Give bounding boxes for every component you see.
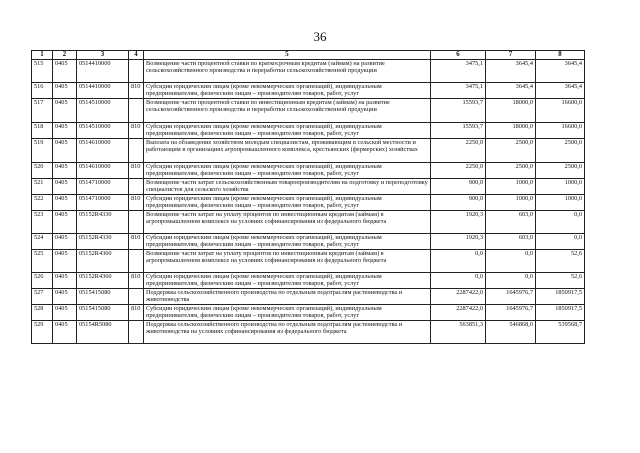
- table-row: [32, 99, 585, 123]
- table-row: [32, 83, 585, 99]
- section-code-cell: 0405: [53, 139, 77, 163]
- target-code-cell: 0514710000: [77, 195, 129, 211]
- target-code-cell: 0514710000: [77, 179, 129, 195]
- expense-type-cell: 810: [129, 234, 144, 250]
- description-cell: Субсидии юридическим лицам (кроме некоммерческих организаций), индивидуальным предпринимателям, физическим лицам – производителям товаров, работ, услуг: [144, 273, 431, 289]
- amount-year3-cell: 2500,0: [536, 163, 585, 179]
- expense-type-cell: 810: [129, 83, 144, 99]
- header-cell: 5: [144, 51, 431, 60]
- target-code-cell: 05152R4360: [77, 273, 129, 289]
- section-code-cell: 0405: [53, 321, 77, 344]
- amount-year1-cell: 2250,0: [431, 163, 486, 179]
- amount-year3-cell: 52,6: [536, 273, 585, 289]
- section-code-cell: 0405: [53, 289, 77, 305]
- table-row: [32, 273, 585, 289]
- description-cell: Возмещение части затрат сельскохозяйственным товаропроизводителям на подготовку и переподготовку специалистов для сельского хозяйства: [144, 179, 431, 195]
- amount-year3-cell: 0,0: [536, 234, 585, 250]
- description-cell: Поддержка сельскохозяйственного производства по отдельным подотраслям растениеводства и животноводства: [144, 289, 431, 305]
- amount-year3-cell: 16600,0: [536, 99, 585, 123]
- amount-year1-cell: 1920,3: [431, 234, 486, 250]
- expense-type-cell: [129, 250, 144, 273]
- table-row: [32, 234, 585, 250]
- row-number-cell: 526: [32, 273, 53, 289]
- target-code-cell: 05154R5080: [77, 321, 129, 344]
- section-code-cell: 0405: [53, 60, 77, 83]
- table-row: [32, 305, 585, 321]
- amount-year3-cell: 539568,7: [536, 321, 585, 344]
- row-number-cell: 523: [32, 211, 53, 234]
- amount-year1-cell: 2287422,0: [431, 305, 486, 321]
- description-cell: Субсидии юридическим лицам (кроме некоммерческих организаций), индивидуальным предпринимателям, физическим лицам – производителям товаров, работ, услуг: [144, 123, 431, 139]
- expense-type-cell: 810: [129, 163, 144, 179]
- header-cell: 2: [53, 51, 77, 60]
- header-row: [32, 51, 585, 60]
- amount-year1-cell: 900,0: [431, 195, 486, 211]
- amount-year3-cell: 16600,0: [536, 123, 585, 139]
- header-cell: 4: [129, 51, 144, 60]
- header-cell: 1: [32, 51, 53, 60]
- row-number-cell: 528: [32, 305, 53, 321]
- target-code-cell: 05152R4330: [77, 211, 129, 234]
- header-cell: 6: [431, 51, 486, 60]
- row-number-cell: 517: [32, 99, 53, 123]
- expense-type-cell: 810: [129, 273, 144, 289]
- table-row: [32, 321, 585, 344]
- amount-year2-cell: 18000,0: [486, 99, 536, 123]
- budget-table: [31, 50, 585, 344]
- section-code-cell: 0405: [53, 123, 77, 139]
- amount-year1-cell: 900,0: [431, 179, 486, 195]
- amount-year2-cell: 3645,4: [486, 83, 536, 99]
- expense-type-cell: [129, 99, 144, 123]
- row-number-cell: 529: [32, 321, 53, 344]
- target-code-cell: 0514410000: [77, 60, 129, 83]
- table-row: [32, 250, 585, 273]
- expense-type-cell: [129, 60, 144, 83]
- amount-year1-cell: 0,0: [431, 273, 486, 289]
- description-cell: Субсидии юридическим лицам (кроме некоммерческих организаций), индивидуальным предпринимателям, физическим лицам – производителям товаров, работ, услуг: [144, 305, 431, 321]
- section-code-cell: 0405: [53, 234, 77, 250]
- row-number-cell: 525: [32, 250, 53, 273]
- header-cell: 8: [536, 51, 585, 60]
- amount-year2-cell: 3645,4: [486, 60, 536, 83]
- amount-year1-cell: 3475,1: [431, 60, 486, 83]
- target-code-cell: 0514510000: [77, 123, 129, 139]
- description-cell: Субсидии юридическим лицам (кроме некоммерческих организаций), индивидуальным предпринимателям, физическим лицам – производителям товаров, работ, услуг: [144, 163, 431, 179]
- target-code-cell: 0514610000: [77, 163, 129, 179]
- row-number-cell: 518: [32, 123, 53, 139]
- header-cell: 7: [486, 51, 536, 60]
- target-code-cell: 05152R4330: [77, 234, 129, 250]
- table-row: [32, 123, 585, 139]
- description-cell: Возмещение части затрат на уплату процентов по инвестиционным кредитам (займам) в агропромышленном комплексе на условиях софинансирования из федерального бюджета: [144, 211, 431, 234]
- amount-year2-cell: 1645976,7: [486, 305, 536, 321]
- description-cell: Возмещение части процентной ставки по инвестиционным кредитам (займам) на развитие сельскохозяйственного производства и переработки сельскохозяйственной продукции: [144, 99, 431, 123]
- table-row: [32, 60, 585, 83]
- expense-type-cell: 810: [129, 305, 144, 321]
- target-code-cell: 0514510000: [77, 99, 129, 123]
- description-cell: Субсидии юридическим лицам (кроме некоммерческих организаций), индивидуальным предпринимателям, физическим лицам – производителям товаров, работ, услуг: [144, 83, 431, 99]
- amount-year3-cell: 2500,0: [536, 139, 585, 163]
- expense-type-cell: [129, 179, 144, 195]
- expense-type-cell: [129, 211, 144, 234]
- amount-year1-cell: 3475,1: [431, 83, 486, 99]
- section-code-cell: 0405: [53, 211, 77, 234]
- description-cell: Субсидии юридическим лицам (кроме некоммерческих организаций), индивидуальным предпринимателям, физическим лицам – производителям товаров, работ, услуг: [144, 234, 431, 250]
- section-code-cell: 0405: [53, 273, 77, 289]
- target-code-cell: 0515415080: [77, 305, 129, 321]
- target-code-cell: 0515415080: [77, 289, 129, 305]
- amount-year3-cell: 52,6: [536, 250, 585, 273]
- expense-type-cell: [129, 139, 144, 163]
- section-code-cell: 0405: [53, 250, 77, 273]
- amount-year3-cell: 1000,0: [536, 195, 585, 211]
- table-row: [32, 289, 585, 305]
- expense-type-cell: [129, 321, 144, 344]
- amount-year3-cell: 3645,4: [536, 83, 585, 99]
- amount-year3-cell: 1850917,5: [536, 305, 585, 321]
- amount-year2-cell: 18000,0: [486, 123, 536, 139]
- amount-year2-cell: 1000,0: [486, 179, 536, 195]
- table-row: [32, 195, 585, 211]
- row-number-cell: 524: [32, 234, 53, 250]
- table-row: [32, 163, 585, 179]
- amount-year3-cell: 0,0: [536, 211, 585, 234]
- section-code-cell: 0405: [53, 99, 77, 123]
- row-number-cell: 527: [32, 289, 53, 305]
- description-cell: Поддержка сельскохозяйственного производства по отдельным подотраслям растениеводства и животноводства на условиях софинансирования из федерального бюджета: [144, 321, 431, 344]
- expense-type-cell: 810: [129, 195, 144, 211]
- amount-year2-cell: 0,0: [486, 250, 536, 273]
- amount-year1-cell: 0,0: [431, 250, 486, 273]
- expense-type-cell: 810: [129, 123, 144, 139]
- amount-year2-cell: 603,0: [486, 234, 536, 250]
- row-number-cell: 520: [32, 163, 53, 179]
- table-row: [32, 139, 585, 163]
- amount-year1-cell: 2287422,0: [431, 289, 486, 305]
- amount-year3-cell: 3645,4: [536, 60, 585, 83]
- amount-year2-cell: 2500,0: [486, 139, 536, 163]
- amount-year2-cell: 1000,0: [486, 195, 536, 211]
- amount-year1-cell: 2250,0: [431, 139, 486, 163]
- amount-year1-cell: 563851,3: [431, 321, 486, 344]
- section-code-cell: 0405: [53, 83, 77, 99]
- target-code-cell: 0514610000: [77, 139, 129, 163]
- table-row: [32, 211, 585, 234]
- amount-year1-cell: 15593,7: [431, 123, 486, 139]
- description-cell: Возмещение части процентной ставки по краткосрочным кредитам (займам) на развитие сельскохозяйственного производства и переработки сельскохозяйственной продукции: [144, 60, 431, 83]
- amount-year1-cell: 1920,3: [431, 211, 486, 234]
- amount-year2-cell: 603,0: [486, 211, 536, 234]
- section-code-cell: 0405: [53, 179, 77, 195]
- target-code-cell: 05152R4360: [77, 250, 129, 273]
- table-row: [32, 179, 585, 195]
- amount-year2-cell: 546868,0: [486, 321, 536, 344]
- row-number-cell: 521: [32, 179, 53, 195]
- row-number-cell: 516: [32, 83, 53, 99]
- amount-year3-cell: 1000,0: [536, 179, 585, 195]
- row-number-cell: 519: [32, 139, 53, 163]
- section-code-cell: 0405: [53, 195, 77, 211]
- amount-year3-cell: 1850917,5: [536, 289, 585, 305]
- page-number: 36: [313, 29, 327, 44]
- header-cell: 3: [77, 51, 129, 60]
- amount-year2-cell: 0,0: [486, 273, 536, 289]
- section-code-cell: 0405: [53, 305, 77, 321]
- description-cell: Субсидии юридическим лицам (кроме некоммерческих организаций), индивидуальным предпринимателям, физическим лицам – производителям товаров, работ, услуг: [144, 195, 431, 211]
- row-number-cell: 515: [32, 60, 53, 83]
- expense-type-cell: [129, 289, 144, 305]
- amount-year2-cell: 1645976,7: [486, 289, 536, 305]
- row-number-cell: 522: [32, 195, 53, 211]
- amount-year2-cell: 2500,0: [486, 163, 536, 179]
- amount-year1-cell: 15593,7: [431, 99, 486, 123]
- section-code-cell: 0405: [53, 163, 77, 179]
- target-code-cell: 0514410000: [77, 83, 129, 99]
- description-cell: Выплата на обзаведение хозяйством молодым специалистам, проживающим в сельской местности и работающим в организациях агропромышленного комплекса, крестьянских (фермерских) хозяйствах: [144, 139, 431, 163]
- description-cell: Возмещение части затрат на уплату процентов по инвестиционным кредитам (займам) в агропромышленном комплексе на условиях софинансирования из федерального бюджета: [144, 250, 431, 273]
